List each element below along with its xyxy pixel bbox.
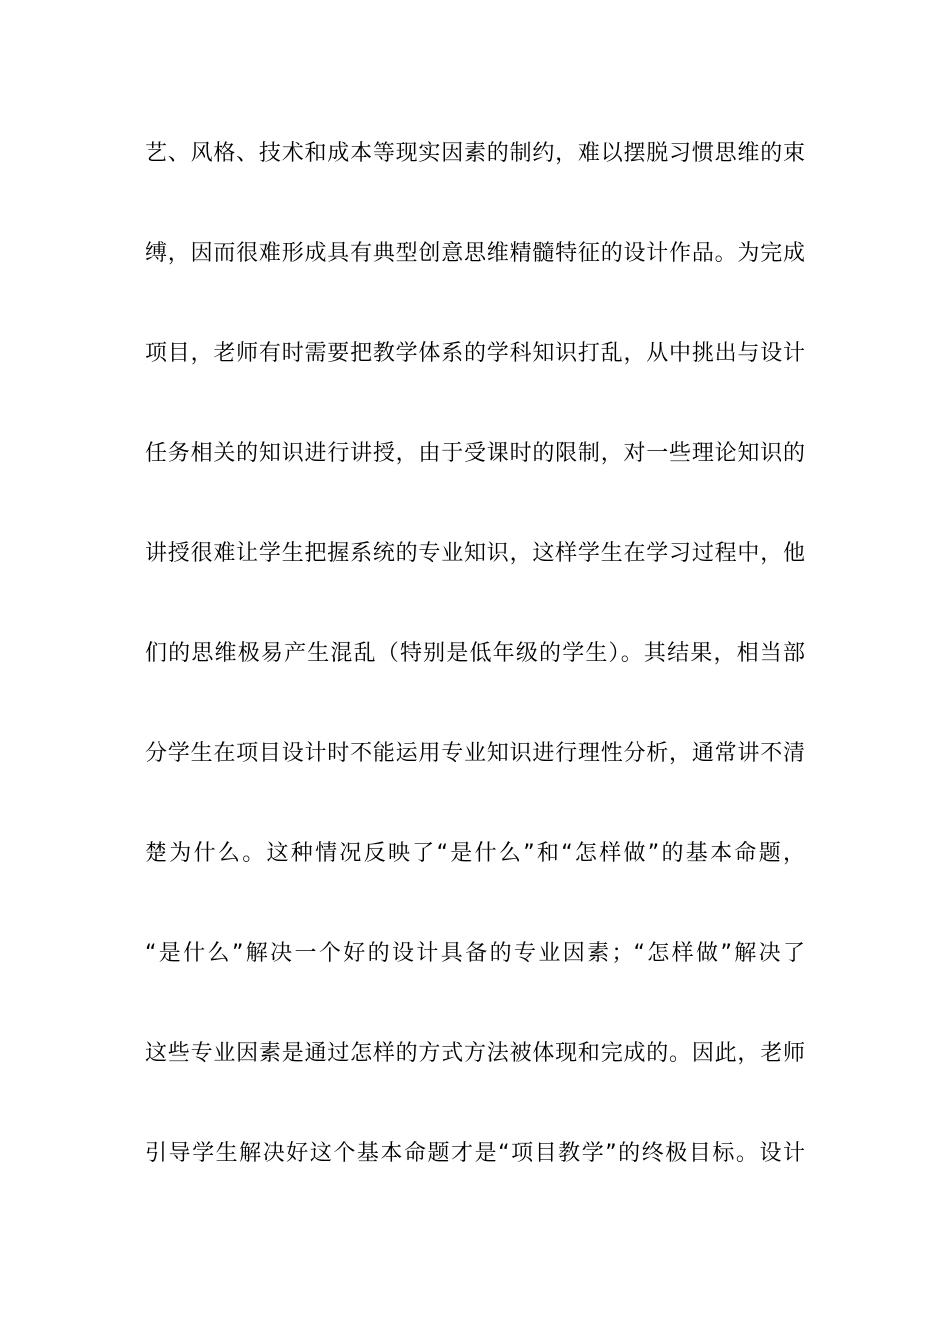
paragraph-line: 楚为什么。这种情况反映了“是什么”和“怎样做”的基本命题，: [145, 841, 805, 866]
paragraph-line: 任务相关的知识进行讲授，由于受课时的限制，对一些理论知识的: [145, 441, 805, 466]
paragraph-line: 项目，老师有时需要把教学体系的学科知识打乱，从中挑出与设计: [145, 341, 805, 366]
paragraph-line: 们的思维极易产生混乱（特别是低年级的学生）。其结果，相当部: [145, 641, 805, 666]
paragraph-line: 引导学生解决好这个基本命题才是“项目教学”的终极目标。设计: [145, 1141, 805, 1166]
paragraph-line: 分学生在项目设计时不能运用专业知识进行理性分析，通常讲不清: [145, 741, 805, 766]
paragraph-line: 这些专业因素是通过怎样的方式方法被体现和完成的。因此，老师: [145, 1041, 805, 1066]
paragraph-line: 讲授很难让学生把握系统的专业知识，这样学生在学习过程中，他: [145, 541, 805, 566]
paragraph-line: 缚，因而很难形成具有典型创意思维精髓特征的设计作品。为完成: [145, 241, 805, 266]
paragraph-line: “是什么”解决一个好的设计具备的专业因素；“怎样做”解决了: [145, 941, 805, 966]
paragraph-line: 艺、风格、技术和成本等现实因素的制约，难以摆脱习惯思维的束: [145, 141, 805, 166]
